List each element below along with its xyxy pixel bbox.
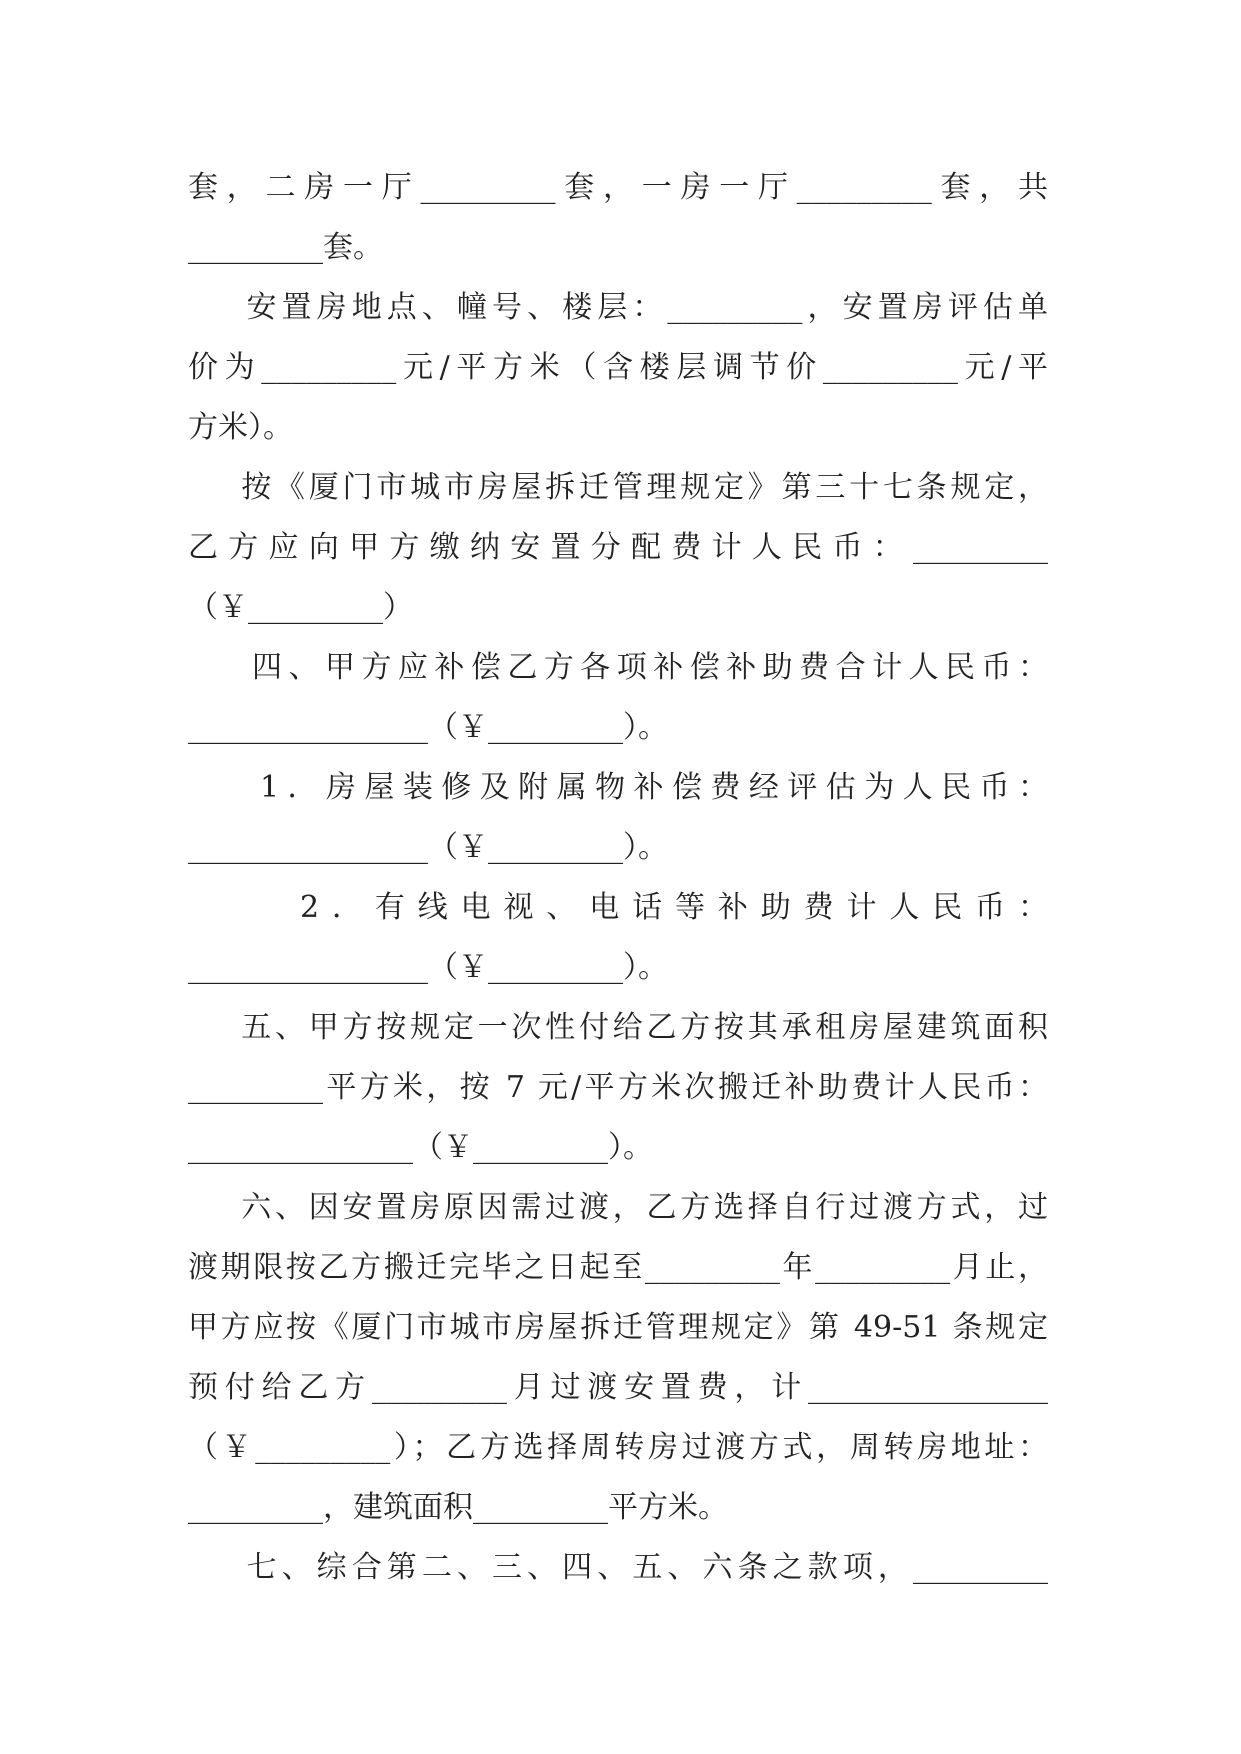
text-line: 预付给乙方_________月过渡安置费，计________________: [188, 1370, 1048, 1405]
text-line: _________平方米，按 7 元/平方米次搬迁补助费计人民币：: [188, 1070, 1048, 1105]
text-line: 价为_________元/平方米（含楼层调节价_________元/平: [188, 350, 1048, 385]
text-line: 按《厦门市城市房屋拆迁管理规定》第三十七条规定，: [188, 470, 1048, 505]
text-line: 1．房屋装修及附属物补偿费经评估为人民币：: [188, 770, 1048, 805]
text-line: 甲方应按《厦门市城市房屋拆迁管理规定》第 49-51 条规定: [188, 1310, 1048, 1345]
text-line: _________套。: [188, 230, 383, 265]
text-line: ________________（￥_________）。: [188, 710, 668, 745]
text-line: 六、因安置房原因需过渡，乙方选择自行过渡方式，过: [188, 1190, 1048, 1225]
text-line: 四、甲方应补偿乙方各项补偿补助费合计人民币：: [188, 650, 1048, 685]
text-line: 方米）。: [188, 410, 293, 445]
text-line: ________________（￥_________）。: [188, 950, 668, 985]
text-line: 七、综合第二、三、四、五、六条之款项，_________: [188, 1550, 1048, 1585]
text-line: 五、甲方按规定一次性付给乙方按其承租房屋建筑面积: [188, 1010, 1048, 1045]
text-line: （￥_________）: [188, 590, 413, 625]
text-line: 安置房地点、幢号、楼层：_________，安置房评估单: [188, 290, 1048, 325]
text-line: 乙方应向甲方缴纳安置分配费计人民币：_________: [188, 530, 1048, 565]
document-body: [188, 158, 1048, 1598]
text-line: （￥_________）；乙方选择周转房过渡方式，周转房地址：: [188, 1430, 1048, 1465]
text-line: 渡期限按乙方搬迁完毕之日起至_________年_________月止，: [188, 1250, 1048, 1285]
text-line: _________，建筑面积_________平方米。: [188, 1490, 728, 1525]
text-line: 套，二房一厅_________套，一房一厅_________套，共: [188, 170, 1048, 205]
text-line: 2．有线电视、电话等补助费计人民币：: [188, 890, 1048, 925]
text-line: _______________（￥_________）。: [188, 1130, 653, 1165]
text-line: ________________（￥_________）。: [188, 830, 668, 865]
